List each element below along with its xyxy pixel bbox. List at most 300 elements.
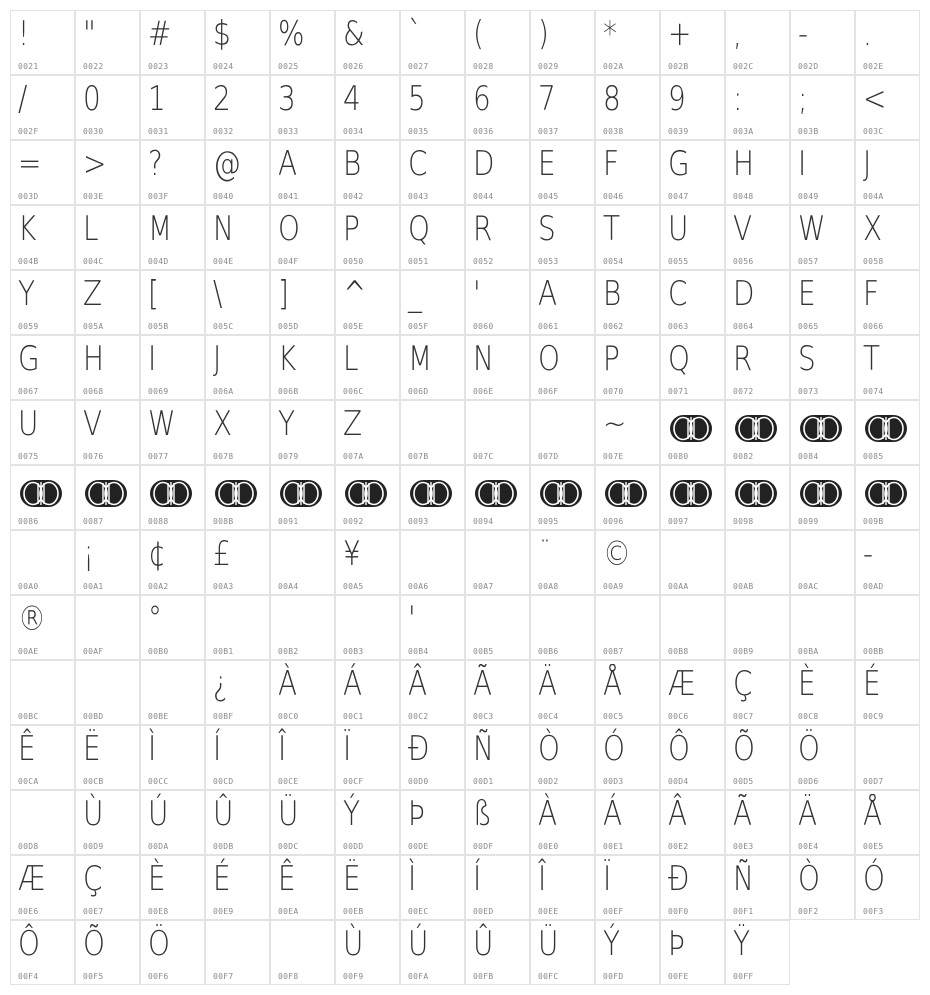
glyph-cell xyxy=(595,75,660,140)
glyph-codepoint: 00A0 xyxy=(18,582,39,591)
glyph-sample: Û xyxy=(213,794,234,834)
glyph-codepoint: 0032 xyxy=(213,127,234,136)
glyph-codepoint: 007E xyxy=(603,452,624,461)
glyph-sample: Ð xyxy=(668,859,690,899)
glyph-cell xyxy=(465,530,530,595)
glyph-codepoint: 00BF xyxy=(213,712,234,721)
glyph-sample: Ï xyxy=(343,729,352,769)
glyph-sample: ¨ xyxy=(538,534,552,574)
glyph-cell xyxy=(270,400,335,465)
glyph-sample: T xyxy=(863,339,881,379)
glyph-sample: P xyxy=(343,209,360,249)
glyph-codepoint: 004C xyxy=(83,257,104,266)
placeholder-glyph-icon xyxy=(279,479,323,508)
glyph-codepoint: 00DD xyxy=(343,842,364,851)
glyph-cell xyxy=(400,595,465,660)
glyph-codepoint: 00CE xyxy=(278,777,299,786)
glyph-cell xyxy=(855,530,920,595)
glyph-cell xyxy=(400,465,465,530)
glyph-sample: ` xyxy=(408,14,422,54)
glyph-cell xyxy=(725,920,790,985)
glyph-codepoint: 0049 xyxy=(798,192,819,201)
glyph-sample: Ñ xyxy=(733,859,754,899)
glyph-codepoint: 003E xyxy=(83,192,104,201)
glyph-cell xyxy=(465,660,530,725)
glyph-sample: Õ xyxy=(83,924,105,964)
glyph-cell xyxy=(205,140,270,205)
glyph-codepoint: 00E9 xyxy=(213,907,234,916)
glyph-codepoint: 00C9 xyxy=(863,712,884,721)
glyph-sample: 0 xyxy=(83,79,101,119)
glyph-codepoint: 006D xyxy=(408,387,429,396)
glyph-cell xyxy=(75,465,140,530)
glyph-codepoint: 0094 xyxy=(473,517,494,526)
glyph-cell xyxy=(855,400,920,465)
glyph-codepoint: 0058 xyxy=(863,257,884,266)
glyph-cell xyxy=(140,725,205,790)
glyph-cell xyxy=(75,400,140,465)
glyph-codepoint: 00AE xyxy=(18,647,39,656)
glyph-codepoint: 006A xyxy=(213,387,234,396)
glyph-sample: K xyxy=(278,339,297,379)
glyph-sample: Â xyxy=(408,664,428,704)
glyph-sample: Þ xyxy=(668,924,685,964)
glyph-cell xyxy=(725,530,790,595)
glyph-sample: K xyxy=(18,209,37,249)
glyph-cell xyxy=(400,205,465,270)
glyph-cell xyxy=(335,660,400,725)
glyph-codepoint: 007A xyxy=(343,452,364,461)
glyph-cell xyxy=(855,790,920,855)
placeholder-glyph-icon xyxy=(84,479,128,508)
glyph-cell xyxy=(75,205,140,270)
glyph-cell xyxy=(205,725,270,790)
glyph-codepoint: 0046 xyxy=(603,192,624,201)
glyph-sample: Å xyxy=(863,794,883,834)
glyph-cell xyxy=(10,465,75,530)
glyph-sample: Ñ xyxy=(473,729,494,769)
glyph-codepoint: 00DE xyxy=(408,842,429,851)
glyph-cell xyxy=(595,270,660,335)
glyph-codepoint: 00CD xyxy=(213,777,234,786)
glyph-codepoint: 0022 xyxy=(83,62,104,71)
glyph-sample: Á xyxy=(343,664,363,704)
glyph-cell xyxy=(270,855,335,920)
glyph-cell xyxy=(530,660,595,725)
glyph-cell xyxy=(10,205,75,270)
placeholder-glyph-icon xyxy=(669,414,713,443)
glyph-sample: > xyxy=(83,144,107,184)
glyph-cell xyxy=(530,595,595,660)
glyph-codepoint: 00FC xyxy=(538,972,559,981)
glyph-cell xyxy=(10,270,75,335)
glyph-sample: W xyxy=(798,209,826,249)
glyph-codepoint: 0084 xyxy=(798,452,819,461)
glyph-cell xyxy=(335,465,400,530)
glyph-sample: J xyxy=(863,144,872,184)
glyph-codepoint: 0078 xyxy=(213,452,234,461)
glyph-codepoint: 006F xyxy=(538,387,559,396)
glyph-codepoint: 0043 xyxy=(408,192,429,201)
glyph-codepoint: 0063 xyxy=(668,322,689,331)
glyph-cell xyxy=(10,530,75,595)
glyph-codepoint: 004B xyxy=(18,257,39,266)
glyph-codepoint: 00D4 xyxy=(668,777,689,786)
placeholder-glyph-icon xyxy=(669,479,713,508)
glyph-cell xyxy=(270,205,335,270)
glyph-sample: ' xyxy=(473,274,481,314)
glyph-cell xyxy=(790,725,855,790)
glyph-sample: W xyxy=(148,404,176,444)
glyph-sample: ® xyxy=(18,599,46,639)
glyph-codepoint: 00D7 xyxy=(863,777,884,786)
glyph-codepoint: 0077 xyxy=(148,452,169,461)
glyph-cell xyxy=(595,465,660,530)
glyph-sample: Ò xyxy=(538,729,560,769)
glyph-codepoint: 00DB xyxy=(213,842,234,851)
glyph-sample: V xyxy=(83,404,103,444)
glyph-cell xyxy=(790,595,855,660)
glyph-sample: 3 xyxy=(278,79,296,119)
glyph-sample: É xyxy=(863,664,881,704)
glyph-codepoint: 0044 xyxy=(473,192,494,201)
glyph-cell xyxy=(140,920,205,985)
glyph-cell xyxy=(75,920,140,985)
glyph-cell xyxy=(10,790,75,855)
glyph-sample: È xyxy=(798,664,816,704)
glyph-cell xyxy=(790,335,855,400)
glyph-cell xyxy=(205,790,270,855)
placeholder-glyph-icon xyxy=(539,479,583,508)
glyph-codepoint: 00B5 xyxy=(473,647,494,656)
glyph-sample: Ê xyxy=(278,859,296,899)
glyph-codepoint: 0040 xyxy=(213,192,234,201)
glyph-codepoint: 00A7 xyxy=(473,582,494,591)
placeholder-glyph-icon xyxy=(474,479,518,508)
glyph-codepoint: 003F xyxy=(148,192,169,201)
glyph-codepoint: 00DF xyxy=(473,842,494,851)
glyph-codepoint: 00BC xyxy=(18,712,39,721)
glyph-sample: : xyxy=(733,79,743,119)
glyph-codepoint: 0026 xyxy=(343,62,364,71)
glyph-codepoint: 00C3 xyxy=(473,712,494,721)
glyph-codepoint: 0023 xyxy=(148,62,169,71)
glyph-codepoint: 0030 xyxy=(83,127,104,136)
glyph-sample: ; xyxy=(798,79,808,119)
glyph-cell xyxy=(270,465,335,530)
glyph-cell xyxy=(595,205,660,270)
glyph-sample: ~ xyxy=(603,404,627,444)
glyph-cell xyxy=(790,465,855,530)
glyph-sample: " xyxy=(83,14,96,54)
glyph-codepoint: 0096 xyxy=(603,517,624,526)
glyph-cell xyxy=(725,855,790,920)
glyph-codepoint: 0035 xyxy=(408,127,429,136)
glyph-codepoint: 0031 xyxy=(148,127,169,136)
glyph-codepoint: 0091 xyxy=(278,517,299,526)
glyph-codepoint: 002E xyxy=(863,62,884,71)
glyph-sample: Z xyxy=(343,404,363,444)
glyph-codepoint: 007C xyxy=(473,452,494,461)
glyph-sample: $ xyxy=(213,14,231,54)
glyph-codepoint: 0082 xyxy=(733,452,754,461)
glyph-codepoint: 00BA xyxy=(798,647,819,656)
glyph-codepoint: 0047 xyxy=(668,192,689,201)
glyph-sample: P xyxy=(603,339,620,379)
glyph-sample: Õ xyxy=(733,729,755,769)
glyph-cell xyxy=(855,140,920,205)
glyph-codepoint: 0075 xyxy=(18,452,39,461)
glyph-cell xyxy=(530,725,595,790)
glyph-sample: 4 xyxy=(343,79,361,119)
glyph-codepoint: 00AC xyxy=(798,582,819,591)
glyph-cell xyxy=(335,270,400,335)
glyph-sample: Í xyxy=(473,859,482,899)
glyph-sample: N xyxy=(213,209,234,249)
glyph-codepoint: 003C xyxy=(863,127,884,136)
glyph-cell xyxy=(270,140,335,205)
glyph-cell xyxy=(660,595,725,660)
glyph-cell xyxy=(660,660,725,725)
glyph-codepoint: 00D2 xyxy=(538,777,559,786)
glyph-sample: B xyxy=(343,144,362,184)
glyph-sample: Ã xyxy=(473,664,493,704)
glyph-cell xyxy=(595,10,660,75)
glyph-cell xyxy=(335,205,400,270)
glyph-sample: 1 xyxy=(148,79,166,119)
glyph-codepoint: 00B7 xyxy=(603,647,624,656)
glyph-cell xyxy=(10,140,75,205)
glyph-cell xyxy=(855,855,920,920)
glyph-codepoint: 006C xyxy=(343,387,364,396)
glyph-sample: U xyxy=(18,404,39,444)
glyph-codepoint: 0080 xyxy=(668,452,689,461)
glyph-codepoint: 002A xyxy=(603,62,624,71)
glyph-cell xyxy=(75,10,140,75)
glyph-codepoint: 003D xyxy=(18,192,39,201)
glyph-cell xyxy=(270,660,335,725)
glyph-sample: J xyxy=(213,339,222,379)
glyph-cell xyxy=(465,205,530,270)
glyph-sample: Å xyxy=(603,664,623,704)
glyph-cell xyxy=(140,465,205,530)
glyph-cell xyxy=(465,10,530,75)
glyph-cell xyxy=(10,920,75,985)
glyph-sample: Ô xyxy=(668,729,690,769)
glyph-sample: Ù xyxy=(343,924,364,964)
glyph-sample: Ë xyxy=(83,729,101,769)
glyph-codepoint: 0097 xyxy=(668,517,689,526)
glyph-sample: 9 xyxy=(668,79,686,119)
glyph-cell xyxy=(335,10,400,75)
glyph-cell xyxy=(790,140,855,205)
glyph-codepoint: 0093 xyxy=(408,517,429,526)
glyph-sample: Q xyxy=(668,339,690,379)
glyph-sample: \ xyxy=(213,274,223,314)
glyph-cell xyxy=(335,335,400,400)
glyph-cell xyxy=(660,335,725,400)
glyph-codepoint: 008B xyxy=(213,517,234,526)
glyph-codepoint: 0066 xyxy=(863,322,884,331)
glyph-codepoint: 0024 xyxy=(213,62,234,71)
glyph-codepoint: 00EF xyxy=(603,907,624,916)
glyph-cell xyxy=(400,400,465,465)
glyph-codepoint: 00DC xyxy=(278,842,299,851)
glyph-cell xyxy=(790,530,855,595)
glyph-cell xyxy=(270,10,335,75)
glyph-sample: ] xyxy=(278,274,289,314)
glyph-cell xyxy=(595,530,660,595)
glyph-codepoint: 00F8 xyxy=(278,972,299,981)
glyph-cell xyxy=(335,920,400,985)
glyph-cell xyxy=(725,660,790,725)
glyph-codepoint: 005F xyxy=(408,322,429,331)
glyph-cell xyxy=(75,790,140,855)
glyph-cell xyxy=(75,270,140,335)
glyph-cell xyxy=(465,725,530,790)
glyph-sample: B xyxy=(603,274,622,314)
glyph-sample: E xyxy=(538,144,556,184)
glyph-sample: Â xyxy=(668,794,688,834)
glyph-sample: Þ xyxy=(408,794,425,834)
glyph-cell xyxy=(10,595,75,660)
glyph-sample: G xyxy=(18,339,40,379)
glyph-cell xyxy=(335,595,400,660)
glyph-cell xyxy=(140,10,205,75)
glyph-codepoint: 0095 xyxy=(538,517,559,526)
glyph-sample: N xyxy=(473,339,494,379)
glyph-sample: X xyxy=(213,404,233,444)
glyph-sample: Ç xyxy=(733,664,753,704)
glyph-sample: R xyxy=(733,339,753,379)
glyph-sample: ( xyxy=(473,14,484,54)
glyph-sample: Î xyxy=(538,859,547,899)
glyph-codepoint: 00FD xyxy=(603,972,624,981)
glyph-codepoint: 00C6 xyxy=(668,712,689,721)
glyph-codepoint: 00ED xyxy=(473,907,494,916)
glyph-cell xyxy=(530,335,595,400)
glyph-cell xyxy=(205,855,270,920)
glyph-cell xyxy=(725,205,790,270)
glyph-sample: < xyxy=(863,79,887,119)
glyph-cell xyxy=(75,75,140,140)
glyph-codepoint: 00B8 xyxy=(668,647,689,656)
glyph-sample: Æ xyxy=(668,664,696,704)
glyph-codepoint: 003B xyxy=(798,127,819,136)
glyph-cell xyxy=(140,205,205,270)
glyph-cell xyxy=(595,725,660,790)
glyph-sample: Ý xyxy=(603,924,621,964)
glyph-codepoint: 0069 xyxy=(148,387,169,396)
glyph-codepoint: 006B xyxy=(278,387,299,396)
glyph-sample: ¥ xyxy=(343,534,361,574)
glyph-cell xyxy=(660,75,725,140)
glyph-cell xyxy=(790,205,855,270)
glyph-cell xyxy=(595,140,660,205)
glyph-cell xyxy=(465,335,530,400)
glyph-cell xyxy=(10,335,75,400)
glyph-cell xyxy=(205,75,270,140)
glyph-sample: Ÿ xyxy=(733,924,751,964)
glyph-codepoint: 0061 xyxy=(538,322,559,331)
glyph-codepoint: 00B3 xyxy=(343,647,364,656)
glyph-codepoint: 0055 xyxy=(668,257,689,266)
glyph-codepoint: 0054 xyxy=(603,257,624,266)
glyph-codepoint: 002F xyxy=(18,127,39,136)
glyph-cell xyxy=(725,725,790,790)
glyph-codepoint: 00D1 xyxy=(473,777,494,786)
glyph-codepoint: 00F7 xyxy=(213,972,234,981)
glyph-cell xyxy=(530,10,595,75)
glyph-sample: Ö xyxy=(798,729,820,769)
glyph-codepoint: 0060 xyxy=(473,322,494,331)
placeholder-glyph-icon xyxy=(19,479,63,508)
glyph-cell xyxy=(660,205,725,270)
glyph-sample: 8 xyxy=(603,79,621,119)
placeholder-glyph-icon xyxy=(864,414,908,443)
glyph-sample: ß xyxy=(473,794,492,834)
glyph-codepoint: 00B0 xyxy=(148,647,169,656)
glyph-cell xyxy=(530,790,595,855)
glyph-codepoint: 00B6 xyxy=(538,647,559,656)
glyph-codepoint: 0092 xyxy=(343,517,364,526)
placeholder-glyph-icon xyxy=(149,479,193,508)
glyph-codepoint: 0029 xyxy=(538,62,559,71)
glyph-codepoint: 0059 xyxy=(18,322,39,331)
glyph-cell xyxy=(725,465,790,530)
glyph-codepoint: 00E7 xyxy=(83,907,104,916)
glyph-cell xyxy=(75,725,140,790)
glyph-sample: È xyxy=(148,859,166,899)
glyph-sample: Ï xyxy=(603,859,612,899)
glyph-codepoint: 00BD xyxy=(83,712,104,721)
glyph-codepoint: 00C8 xyxy=(798,712,819,721)
glyph-sample: © xyxy=(603,534,631,574)
glyph-sample: S xyxy=(798,339,816,379)
glyph-codepoint: 0050 xyxy=(343,257,364,266)
glyph-sample: I xyxy=(148,339,157,379)
glyph-sample: ^ xyxy=(343,274,367,314)
glyph-cell xyxy=(855,725,920,790)
glyph-cell xyxy=(205,530,270,595)
glyph-cell xyxy=(530,270,595,335)
glyph-cell xyxy=(725,790,790,855)
glyph-sample: - xyxy=(863,534,874,574)
glyph-codepoint: 00CA xyxy=(18,777,39,786)
glyph-sample: Ä xyxy=(538,664,558,704)
glyph-codepoint: 0041 xyxy=(278,192,299,201)
glyph-cell xyxy=(660,465,725,530)
glyph-codepoint: 005E xyxy=(343,322,364,331)
glyph-codepoint: 004F xyxy=(278,257,299,266)
glyph-sample: Ö xyxy=(148,924,170,964)
glyph-sample: ¡ xyxy=(83,534,95,574)
glyph-codepoint: 00EA xyxy=(278,907,299,916)
glyph-codepoint: 0088 xyxy=(148,517,169,526)
glyph-sample: Ê xyxy=(18,729,36,769)
glyph-codepoint: 004D xyxy=(148,257,169,266)
glyph-sample: F xyxy=(603,144,620,184)
glyph-codepoint: 00A9 xyxy=(603,582,624,591)
glyph-codepoint: 0076 xyxy=(83,452,104,461)
glyph-cell xyxy=(75,595,140,660)
glyph-codepoint: 0070 xyxy=(603,387,624,396)
glyph-cell xyxy=(725,10,790,75)
glyph-sample: _ xyxy=(408,274,422,314)
glyph-codepoint: 00F4 xyxy=(18,972,39,981)
glyph-sample: = xyxy=(18,144,42,184)
glyph-cell xyxy=(335,400,400,465)
